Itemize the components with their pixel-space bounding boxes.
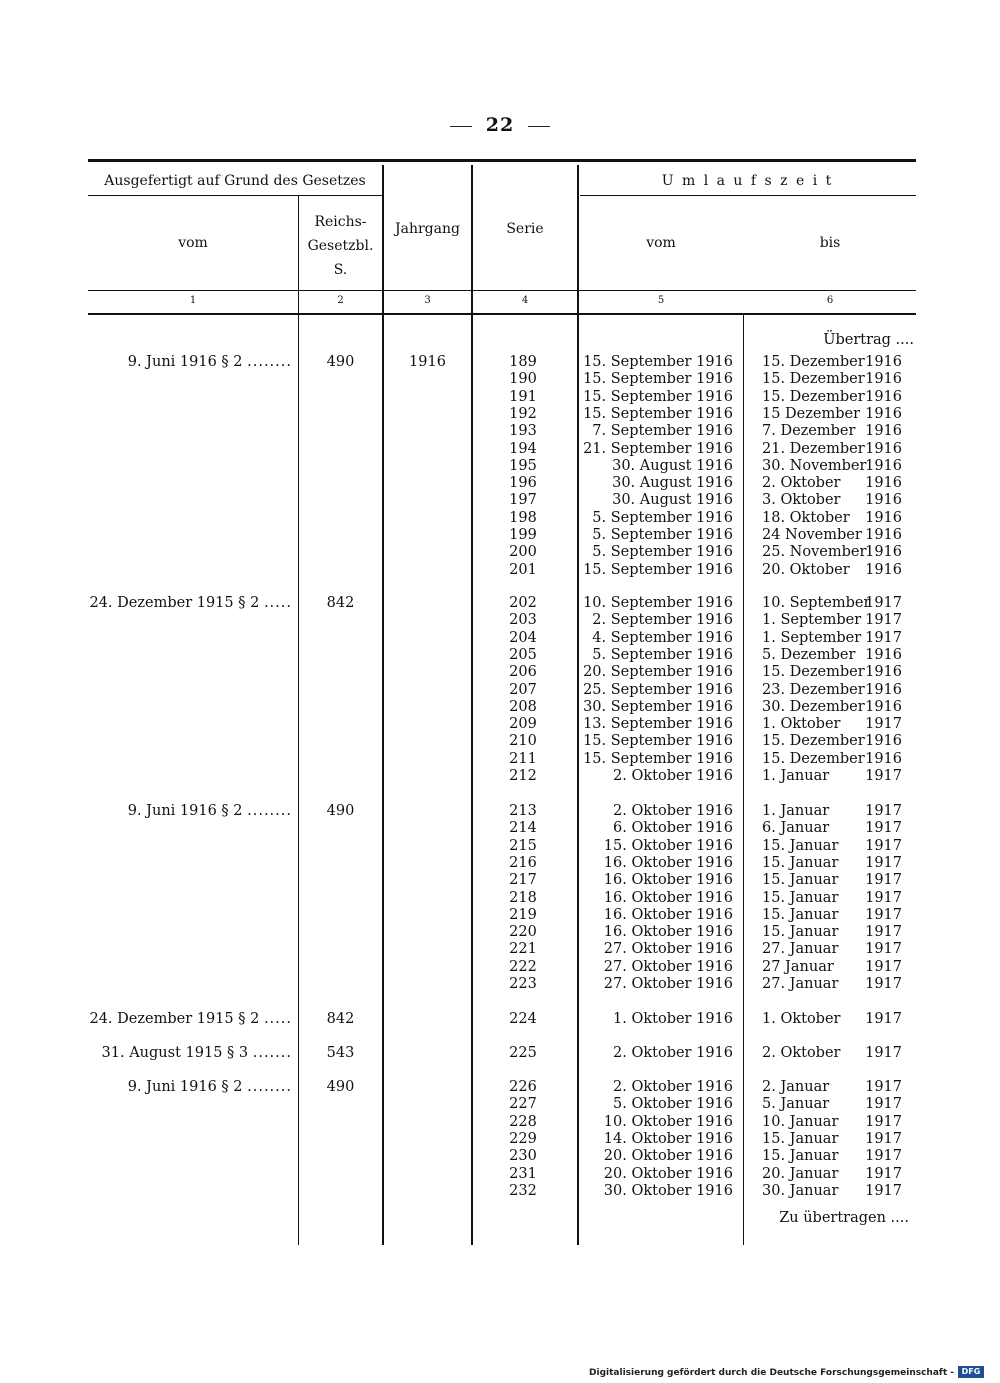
valid-from-date: 20. Oktober 1916 — [603, 1148, 733, 1165]
valid-from-date: 2. Oktober 1916 — [613, 1045, 733, 1061]
serie-number: 222 — [509, 958, 537, 975]
serie-number: 229 — [509, 1130, 537, 1147]
valid-to-date: 5. Dezember — [762, 646, 856, 663]
valid-to-date: 21. Dezember — [762, 440, 865, 457]
top-rule — [88, 159, 916, 162]
digitization-credit: Digitalisierung gefördert durch die Deutsche Forschungsgemeinschaft - — [589, 1368, 954, 1378]
valid-from-date: 27. Oktober 1916 — [603, 976, 733, 992]
valid-from-date: 16. Oktober 1916 — [603, 889, 733, 906]
valid-to-year: 1917 — [865, 1096, 902, 1113]
valid-to-date: 15. Januar — [762, 924, 839, 941]
valid-to-date: 2. Januar — [762, 1079, 830, 1095]
valid-to-date: 24 November — [762, 527, 862, 543]
header-rgbl-line-3: S. — [333, 262, 348, 278]
serie-number: 203 — [509, 612, 537, 629]
law-reference-text: 31. August 1915 § 3 — [101, 1045, 249, 1061]
serie-number: 226 — [509, 1079, 537, 1095]
valid-to-year: 1917 — [865, 941, 902, 958]
serie-number: 206 — [509, 664, 537, 681]
serie-number: 216 — [509, 854, 537, 871]
valid-to-year: 1916 — [865, 440, 902, 457]
law-subrule — [88, 195, 382, 196]
serie-number: 230 — [509, 1148, 537, 1165]
valid-to-date: 20. Januar — [762, 1165, 839, 1182]
serie-number: 228 — [509, 1113, 537, 1130]
valid-to-date: 1. Januar — [762, 803, 830, 819]
law-reference-text: 9. Juni 1916 § 2 — [127, 354, 243, 370]
header-law-group: Ausgefertigt auf Grund des Gesetzes — [104, 173, 366, 189]
law-reference — [60, 803, 292, 820]
valid-from-date: 6. Oktober 1916 — [613, 820, 733, 837]
valid-to-date: 15. Dezember — [762, 733, 865, 750]
valid-from-date: 15. September 1916 — [583, 750, 733, 767]
header-jahrgang: Jahrgang — [395, 221, 460, 237]
rgbl-page: 842 — [326, 595, 355, 611]
valid-to-year: 1916 — [865, 750, 902, 767]
valid-to-year: 1916 — [865, 405, 902, 422]
valid-to-year: 1917 — [865, 595, 902, 611]
serie-number: 223 — [509, 976, 537, 992]
serie-number: 193 — [509, 423, 537, 440]
valid-to-year: 1917 — [865, 716, 902, 733]
valid-to-date: 1. Januar — [762, 768, 830, 784]
serie-number: 196 — [509, 475, 537, 492]
valid-to-year: 1917 — [865, 612, 902, 629]
valid-to-date: 10. September — [762, 595, 871, 611]
valid-to-year: 1917 — [865, 1182, 902, 1199]
valid-from-date: 2. September 1916 — [592, 612, 733, 629]
valid-to-date: 1. September — [762, 612, 862, 629]
valid-to-date: 1. Oktober — [762, 716, 841, 733]
valid-to-date: 30. Dezember — [762, 698, 865, 715]
header-rgbl-line-2: Gesetzbl. — [307, 238, 374, 254]
valid-to-date: 15. Dezember — [762, 371, 865, 388]
serie-number: 218 — [509, 889, 537, 906]
header-serie: Serie — [506, 221, 544, 237]
valid-to-year: 1917 — [865, 854, 902, 871]
col-number-4: 4 — [521, 295, 529, 306]
header-from: vom — [646, 235, 676, 251]
valid-to-year: 1917 — [865, 1148, 902, 1165]
valid-from-date: 5. Oktober 1916 — [613, 1096, 733, 1113]
valid-from-date: 30. August 1916 — [612, 457, 733, 474]
valid-from-date: 10. Oktober 1916 — [603, 1113, 733, 1130]
valid-to-year: 1916 — [865, 544, 902, 561]
number-rule — [88, 313, 916, 315]
serie-number: 232 — [509, 1182, 537, 1199]
serie-number: 214 — [509, 820, 537, 837]
serie-number: 207 — [509, 681, 537, 698]
valid-from-date: 16. Oktober 1916 — [603, 872, 733, 889]
valid-from-date: 14. Oktober 1916 — [603, 1130, 733, 1147]
law-reference — [60, 595, 292, 612]
valid-to-date: 27 Januar — [762, 958, 834, 975]
serie-number: 220 — [509, 924, 537, 941]
valid-from-date: 10. September 1916 — [583, 595, 733, 611]
rgbl-page: 543 — [326, 1045, 355, 1061]
col-number-5: 5 — [657, 295, 665, 306]
valid-to-year: 1916 — [865, 664, 902, 681]
valid-to-date: 15. Dezember — [762, 750, 865, 767]
valid-from-date: 13. September 1916 — [583, 716, 733, 733]
valid-to-year: 1917 — [865, 872, 902, 889]
valid-to-date: 15. Januar — [762, 837, 839, 854]
valid-from-date: 5. September 1916 — [592, 527, 733, 543]
valid-to-year: 1917 — [865, 976, 902, 992]
valid-to-year: 1917 — [865, 906, 902, 923]
dot-leader: ....... — [252, 1045, 292, 1061]
valid-from-date: 16. Oktober 1916 — [603, 924, 733, 941]
col-number-2: 2 — [337, 295, 344, 306]
col-number-6: 6 — [826, 295, 834, 306]
law-reference-text: 24. Dezember 1915 § 2 — [89, 595, 260, 611]
valid-to-date: 25. November — [762, 544, 867, 561]
valid-from-date: 15. September 1916 — [583, 561, 733, 578]
valid-from-date: 15. Oktober 1916 — [603, 837, 733, 854]
valid-from-date: 16. Oktober 1916 — [603, 854, 733, 871]
valid-from-date: 2. Oktober 1916 — [613, 803, 733, 819]
valid-from-date: 20. Oktober 1916 — [603, 1165, 733, 1182]
valid-to-date: 27. Januar — [762, 976, 839, 992]
law-reference-text: 24. Dezember 1915 § 2 — [89, 1011, 260, 1027]
valid-from-date: 2. Oktober 1916 — [613, 768, 733, 784]
serie-number: 194 — [509, 440, 537, 457]
serie-number: 208 — [509, 698, 537, 715]
valid-to-year: 1917 — [865, 803, 902, 819]
serie-number: 210 — [509, 733, 537, 750]
serie-number: 227 — [509, 1096, 537, 1113]
valid-to-date: 15. Januar — [762, 1148, 839, 1165]
valid-from-date: 5. September 1916 — [592, 544, 733, 561]
valid-to-date: 15. Dezember — [762, 664, 865, 681]
serie-number: 192 — [509, 405, 537, 422]
law-reference-text: 9. Juni 1916 § 2 — [127, 803, 243, 819]
valid-to-date: 15. Januar — [762, 854, 839, 871]
umlauf-subrule — [580, 195, 916, 196]
valid-from-date: 2. Oktober 1916 — [613, 1079, 733, 1095]
valid-to-date: 7. Dezember — [762, 423, 856, 440]
valid-to-date: 15. Januar — [762, 1130, 839, 1147]
valid-to-date: 3. Oktober — [762, 492, 841, 509]
valid-from-date: 25. September 1916 — [583, 681, 733, 698]
valid-to-date: 20. Oktober — [762, 561, 850, 578]
col-number-1: 1 — [189, 295, 197, 306]
valid-to-date: 6. Januar — [762, 820, 830, 837]
valid-from-date: 30. September 1916 — [583, 698, 733, 715]
valid-to-year: 1917 — [865, 1113, 902, 1130]
serie-number: 199 — [509, 527, 537, 543]
uebertrag-label: Übertrag .... — [823, 332, 914, 348]
valid-from-date: 30. August 1916 — [612, 492, 733, 509]
valid-to-year: 1916 — [865, 423, 902, 440]
serie-number: 231 — [509, 1165, 537, 1182]
valid-to-date: 15. Dezember — [762, 388, 865, 405]
header-umlaufszeit: U m l a u f s z e i t — [661, 173, 834, 189]
divider-5 — [743, 315, 744, 1245]
dot-leader: ..... — [263, 595, 292, 611]
serie-number: 212 — [509, 768, 537, 784]
law-reference — [60, 1011, 292, 1028]
valid-to-year: 1916 — [865, 509, 902, 526]
serie-number: 197 — [509, 492, 537, 509]
valid-to-year: 1917 — [865, 820, 902, 837]
zu-uebertragen-label: Zu übertragen .... — [779, 1210, 909, 1226]
valid-to-year: 1917 — [865, 629, 902, 646]
rgbl-page: 490 — [326, 354, 355, 370]
valid-to-date: 15. Januar — [762, 872, 839, 889]
valid-to-date: 15. Januar — [762, 889, 839, 906]
valid-to-year: 1917 — [865, 1079, 902, 1095]
page-number-text: 22 — [485, 114, 515, 136]
valid-to-date: 30. Januar — [762, 1182, 839, 1199]
header-rgbl-line-1: Reichs- — [314, 214, 367, 230]
valid-to-year: 1917 — [865, 1165, 902, 1182]
col-number-3: 3 — [424, 295, 431, 306]
valid-from-date: 20. September 1916 — [583, 664, 733, 681]
valid-to-year: 1916 — [865, 492, 902, 509]
valid-to-year: 1916 — [865, 371, 902, 388]
valid-to-date: 2. Oktober — [762, 1045, 841, 1061]
rgbl-page: 490 — [326, 1079, 355, 1095]
valid-to-year: 1916 — [865, 733, 902, 750]
serie-number: 215 — [509, 837, 537, 854]
valid-to-date: 15 Dezember — [762, 405, 861, 422]
rgbl-page: 490 — [326, 803, 355, 819]
valid-from-date: 5. September 1916 — [592, 509, 733, 526]
dot-leader: ........ — [247, 803, 292, 819]
valid-to-date: 2. Oktober — [762, 475, 841, 492]
valid-to-date: 23. Dezember — [762, 681, 865, 698]
dot-leader: ........ — [247, 1079, 292, 1095]
serie-number: 198 — [509, 509, 537, 526]
valid-to-date: 1. September — [762, 629, 862, 646]
valid-to-year: 1917 — [865, 889, 902, 906]
law-reference — [60, 354, 292, 371]
serie-number: 221 — [509, 941, 537, 958]
valid-to-year: 1917 — [865, 768, 902, 784]
valid-to-year: 1917 — [865, 1045, 902, 1061]
valid-to-year: 1916 — [865, 388, 902, 405]
valid-to-date: 30. November — [762, 457, 867, 474]
valid-to-year: 1917 — [865, 837, 902, 854]
serie-number: 201 — [509, 561, 537, 578]
law-reference — [60, 1079, 292, 1096]
valid-from-date: 15. September 1916 — [583, 733, 733, 750]
law-reference-text: 9. Juni 1916 § 2 — [127, 1079, 243, 1095]
valid-to-year: 1917 — [865, 1130, 902, 1147]
serie-number: 189 — [509, 354, 537, 370]
header-rgbl — [299, 210, 382, 282]
valid-to-year: 1917 — [865, 958, 902, 975]
serie-number: 190 — [509, 371, 537, 388]
dash-right — [528, 126, 550, 127]
valid-from-date: 16. Oktober 1916 — [603, 906, 733, 923]
valid-to-date: 5. Januar — [762, 1096, 830, 1113]
dfg-logo: DFG — [958, 1366, 984, 1378]
divider-2 — [382, 165, 384, 1245]
valid-from-date: 5. September 1916 — [592, 646, 733, 663]
valid-from-date: 30. August 1916 — [612, 475, 733, 492]
valid-from-date: 21. September 1916 — [583, 440, 733, 457]
serie-number: 205 — [509, 646, 537, 663]
valid-to-year: 1916 — [865, 457, 902, 474]
jahrgang-value: 1916 — [409, 354, 446, 370]
serie-number: 202 — [509, 595, 537, 611]
valid-from-date: 27. Oktober 1916 — [603, 941, 733, 958]
valid-to-year: 1916 — [865, 527, 902, 543]
valid-to-year: 1916 — [865, 475, 902, 492]
valid-to-date: 27. Januar — [762, 941, 839, 958]
valid-to-date: 10. Januar — [762, 1113, 839, 1130]
valid-to-year: 1916 — [865, 646, 902, 663]
valid-to-date: 15. Januar — [762, 906, 839, 923]
valid-from-date: 15. September 1916 — [583, 405, 733, 422]
law-reference — [60, 1045, 292, 1062]
serie-number: 200 — [509, 544, 537, 561]
valid-to-year: 1917 — [865, 924, 902, 941]
header-to: bis — [819, 235, 841, 251]
page-number — [0, 114, 1000, 136]
valid-to-date: 1. Oktober — [762, 1011, 841, 1027]
dot-leader: ..... — [263, 1011, 292, 1027]
serie-number: 191 — [509, 388, 537, 405]
valid-to-year: 1916 — [865, 561, 902, 578]
valid-to-date: 15. Dezember — [762, 354, 865, 370]
serie-number: 213 — [509, 803, 537, 819]
serie-number: 209 — [509, 716, 537, 733]
valid-from-date: 15. September 1916 — [583, 371, 733, 388]
serie-number: 219 — [509, 906, 537, 923]
valid-from-date: 1. Oktober 1916 — [613, 1011, 733, 1027]
valid-to-year: 1916 — [865, 354, 902, 370]
serie-number: 204 — [509, 629, 537, 646]
serie-number: 211 — [509, 750, 537, 767]
valid-from-date: 30. Oktober 1916 — [603, 1182, 733, 1199]
valid-from-date: 4. September 1916 — [592, 629, 733, 646]
serie-number: 225 — [509, 1045, 537, 1061]
valid-to-year: 1916 — [865, 698, 902, 715]
valid-from-date: 15. September 1916 — [583, 388, 733, 405]
header-rule — [88, 290, 916, 291]
dot-leader: ........ — [247, 354, 292, 370]
serie-number: 217 — [509, 872, 537, 889]
rgbl-page: 842 — [326, 1011, 355, 1027]
valid-from-date: 15. September 1916 — [583, 354, 733, 370]
serie-number: 195 — [509, 457, 537, 474]
valid-from-date: 27. Oktober 1916 — [603, 958, 733, 975]
valid-to-date: 18. Oktober — [762, 509, 850, 526]
valid-from-date: 7. September 1916 — [592, 423, 733, 440]
dash-left — [450, 126, 472, 127]
valid-to-year: 1917 — [865, 1011, 902, 1027]
header-vom: vom — [178, 235, 208, 251]
serie-number: 224 — [509, 1011, 537, 1027]
valid-to-year: 1916 — [865, 681, 902, 698]
